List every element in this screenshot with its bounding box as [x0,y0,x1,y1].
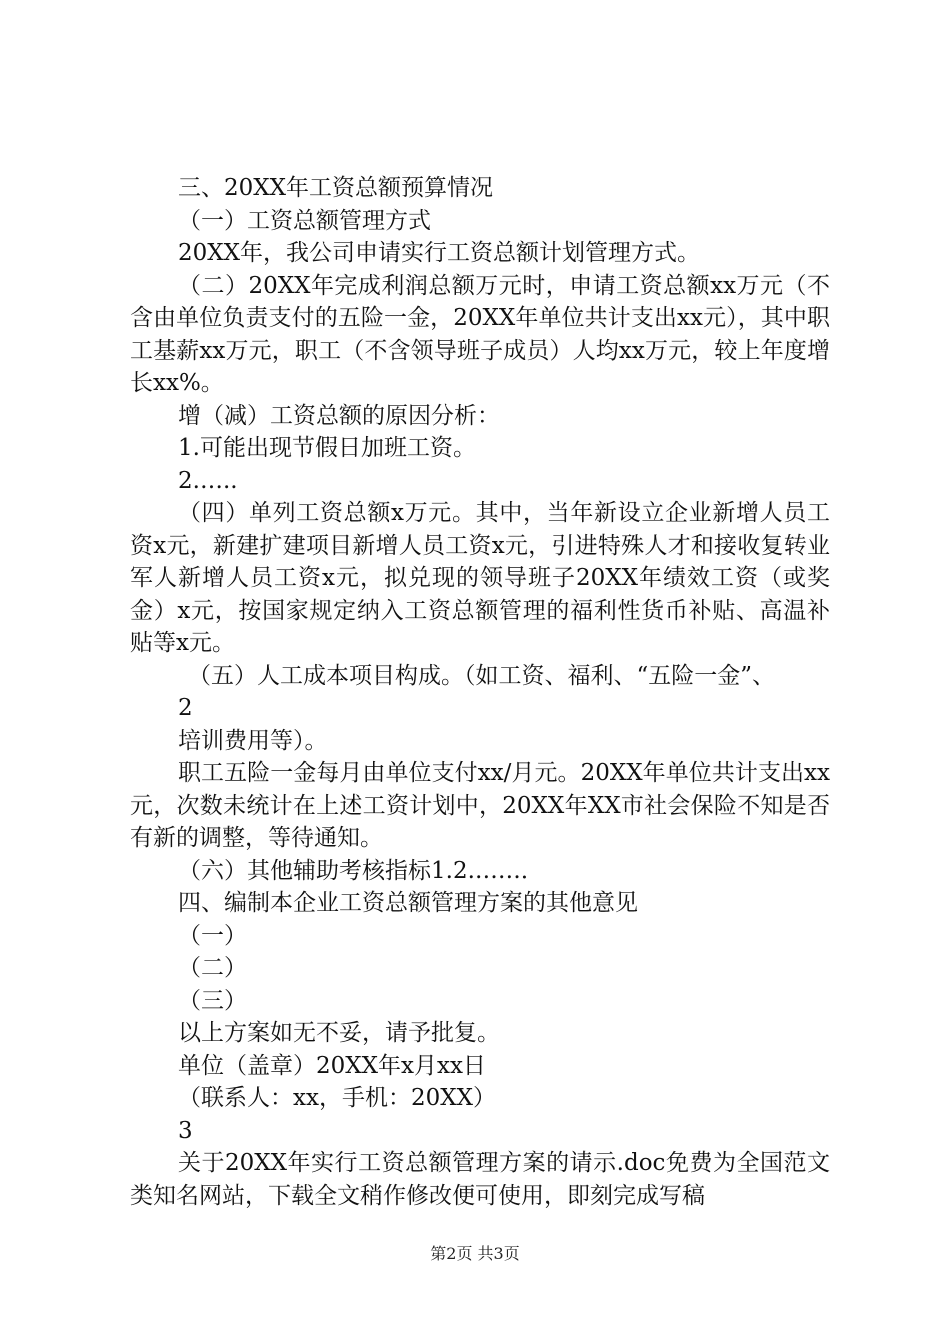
inline-page-number: 2 [178,695,193,721]
body-paragraph: （五）人工成本项目构成。（如工资、福利、“五险一金”、 [188,662,776,689]
inline-page-number: 3 [178,1117,193,1144]
list-item: （二） [178,955,247,981]
signature-line: 单位（盖章）20XX年x月xx日 [178,1052,486,1079]
body-paragraph: 增（减）工资总额的原因分析： [178,402,500,429]
body-paragraph: 以上方案如无不妥，请予批复。 [178,1020,500,1046]
page-footer: 第2页 共3页 [430,1244,520,1263]
list-item: （三） [178,987,247,1014]
list-item: 1.可能出现节假日加班工资。 [178,435,476,461]
section-heading: 三、20XX年工资总额预算情况 [178,175,494,201]
body-paragraph: 20XX年，我公司申请实行工资总额计划管理方式。 [178,240,701,266]
list-item: 2.….. [178,467,238,494]
body-paragraph: 培训费用等）。 [178,727,328,754]
download-notice: 关于20XX年实行工资总额管理方案的请示.doc免费为全国范文类知名网站，下载全文稍作修改便可使用，即刻完成写稿 [130,1150,830,1209]
body-paragraph: （二）20XX年完成利润总额万元时，申请工资总额xx万元（不含由单位负责支付的五险一金，20XX年单位共计支出xx元），其中职工基薪xx万元，职工（不含领导班子成员）人均xx万元，较上年度增长xx%。 [130,272,830,396]
document-body [130,172,830,1212]
list-item: （一） [178,922,247,949]
body-paragraph: 职工五险一金每月由单位支付xx/月元。20XX年单位共计支出xx元，次数未统计在上述工资计划中，20XX年XX市社会保险不知是否有新的调整，等待通知。 [130,760,830,851]
contact-line: （联系人：xx，手机：20XX） [178,1085,496,1111]
section-heading: 四、编制本企业工资总额管理方案的其他意见 [178,890,638,916]
body-paragraph: （四）单列工资总额x万元。其中，当年新设立企业新增人员工资x元，新建扩建项目新增人员工资x元，引进特殊人才和接收复转业军人新增人员工资x元，拟兑现的领导班子20XX年绩效工资（或奖金）x元，按国家规定纳入工资总额管理的福利性货币补贴、高温补贴等x元。 [130,500,830,656]
subsection-heading: （一）工资总额管理方式 [178,207,431,234]
body-paragraph: （六）其他辅助考核指标1.2.……． [178,857,544,884]
